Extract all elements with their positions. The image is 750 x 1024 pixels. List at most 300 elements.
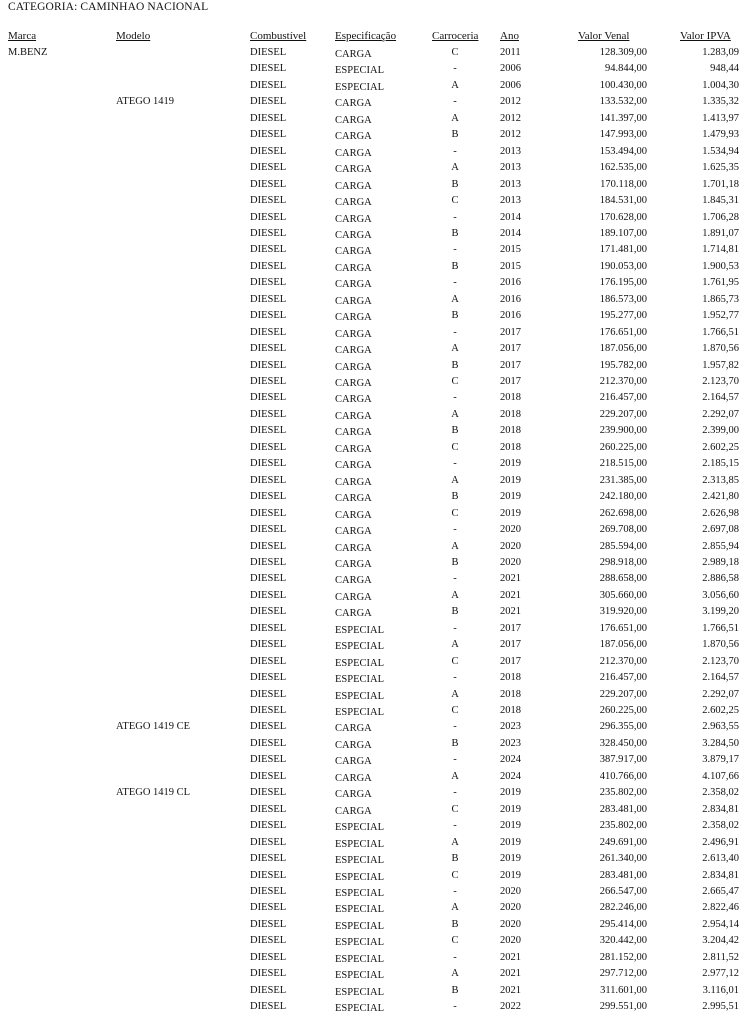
cell-combustivel: DIESEL <box>250 260 287 272</box>
cell-especificacao: CARGA <box>335 443 372 455</box>
table-row <box>0 933 750 950</box>
cell-especificacao: CARGA <box>335 49 372 60</box>
cell-carroceria: B <box>451 918 459 930</box>
table-row <box>0 752 750 769</box>
cell-especificacao: ESPECIAL <box>335 707 385 718</box>
table-row <box>0 440 750 457</box>
table-row <box>0 423 750 440</box>
cell-carroceria: A <box>451 162 459 174</box>
cell-valor-ipva: 3.204,42 <box>702 935 739 947</box>
header-especificacao: Especificação <box>335 30 397 42</box>
cell-carroceria: A <box>451 589 459 601</box>
table-row <box>0 407 750 424</box>
cell-carroceria: - <box>453 63 457 75</box>
cell-ano: 2012 <box>500 129 521 141</box>
cell-valor-ipva: 2.613,40 <box>702 853 739 865</box>
cell-valor-venal: 288.658,00 <box>599 573 647 585</box>
cell-carroceria: - <box>453 392 457 404</box>
cell-combustivel: DIESEL <box>250 441 287 453</box>
cell-combustivel: DIESEL <box>250 737 287 749</box>
cell-valor-venal: 176.195,00 <box>599 277 647 289</box>
table-row <box>0 473 750 490</box>
cell-especificacao: CARGA <box>335 542 372 554</box>
cell-combustivel: DIESEL <box>250 787 287 799</box>
cell-valor-ipva: 3.056,60 <box>702 589 739 601</box>
cell-especificacao: CARGA <box>335 493 372 505</box>
cell-valor-ipva: 1.865,73 <box>702 293 739 305</box>
cell-ano: 2006 <box>500 79 521 91</box>
cell-carroceria: C <box>451 705 459 716</box>
table-row <box>0 917 750 934</box>
cell-valor-ipva: 1.766,51 <box>702 622 739 634</box>
cell-ano: 2014 <box>500 211 521 223</box>
cell-carroceria: C <box>451 441 459 453</box>
cell-marca: M.BENZ <box>8 47 48 58</box>
table-row <box>0 999 750 1016</box>
table-row <box>0 604 750 621</box>
cell-especificacao: ESPECIAL <box>335 1003 385 1015</box>
cell-valor-ipva: 3.284,50 <box>702 737 739 749</box>
cell-valor-ipva: 2.164,57 <box>702 672 739 684</box>
table-row <box>0 868 750 885</box>
cell-ano: 2017 <box>500 622 521 634</box>
cell-valor-ipva: 1.761,95 <box>702 277 739 289</box>
table-row <box>0 687 750 704</box>
cell-especificacao: CARGA <box>335 262 372 274</box>
cell-carroceria: A <box>451 293 459 305</box>
cell-valor-ipva: 2.963,55 <box>702 721 739 733</box>
cell-valor-ipva: 2.496,91 <box>702 836 739 848</box>
cell-carroceria: A <box>451 688 459 700</box>
cell-valor-venal: 262.698,00 <box>599 507 647 519</box>
cell-combustivel: DIESEL <box>250 556 287 568</box>
table-row <box>0 111 750 128</box>
table-row <box>0 390 750 407</box>
cell-valor-venal: 176.651,00 <box>599 622 647 634</box>
cell-valor-venal: 299.551,00 <box>599 1001 647 1013</box>
cell-carroceria: - <box>453 524 457 536</box>
cell-carroceria: - <box>453 951 457 963</box>
table-row <box>0 144 750 161</box>
cell-ano: 2018 <box>500 705 521 716</box>
cell-valor-venal: 295.414,00 <box>599 918 647 930</box>
cell-carroceria: - <box>453 458 457 470</box>
cell-valor-ipva: 2.665,47 <box>702 885 739 897</box>
cell-valor-venal: 285.594,00 <box>599 540 647 552</box>
cell-valor-venal: 239.900,00 <box>599 425 647 437</box>
cell-valor-venal: 242.180,00 <box>599 491 647 503</box>
table-row <box>0 292 750 309</box>
cell-valor-venal: 283.481,00 <box>599 803 647 815</box>
cell-combustivel: DIESEL <box>250 573 287 585</box>
cell-especificacao: CARGA <box>335 772 372 784</box>
cell-combustivel: DIESEL <box>250 524 287 536</box>
cell-valor-venal: 153.494,00 <box>599 145 647 157</box>
cell-valor-venal: 328.450,00 <box>599 737 647 749</box>
cell-especificacao: CARGA <box>335 345 372 357</box>
cell-valor-ipva: 1.004,30 <box>702 79 739 91</box>
cell-ano: 2019 <box>500 820 521 832</box>
cell-carroceria: A <box>451 639 459 651</box>
cell-especificacao: ESPECIAL <box>335 871 385 883</box>
cell-valor-ipva: 1.870,56 <box>702 343 739 355</box>
cell-valor-ipva: 2.855,94 <box>702 540 739 552</box>
table-row <box>0 736 750 753</box>
cell-combustivel: DIESEL <box>250 655 287 667</box>
cell-carroceria: A <box>451 968 459 980</box>
cell-ano: 2020 <box>500 885 521 897</box>
table-row <box>0 851 750 868</box>
table-row <box>0 654 750 671</box>
cell-ano: 2013 <box>500 162 521 174</box>
cell-combustivel: DIESEL <box>250 178 287 190</box>
cell-ano: 2006 <box>500 63 521 75</box>
cell-ano: 2021 <box>500 984 521 996</box>
cell-ano: 2013 <box>500 145 521 157</box>
cell-valor-ipva: 2.834,81 <box>702 803 739 815</box>
cell-carroceria: - <box>453 721 457 733</box>
cell-ano: 2021 <box>500 968 521 980</box>
cell-combustivel: DIESEL <box>250 392 287 404</box>
cell-carroceria: B <box>451 737 459 749</box>
table-row <box>0 571 750 588</box>
cell-carroceria: A <box>451 474 459 486</box>
cell-combustivel: DIESEL <box>250 672 287 684</box>
table-row <box>0 818 750 835</box>
cell-valor-ipva: 2.358,02 <box>702 820 739 832</box>
cell-combustivel: DIESEL <box>250 770 287 782</box>
category-title: CATEGORIA: CAMINHAO NACIONAL <box>8 1 209 13</box>
cell-valor-ipva: 1.714,81 <box>702 244 739 256</box>
cell-especificacao: CARGA <box>335 608 372 620</box>
cell-combustivel: DIESEL <box>250 803 287 815</box>
cell-valor-ipva: 1.952,77 <box>702 310 739 322</box>
cell-carroceria: C <box>451 803 459 815</box>
cell-especificacao: CARGA <box>335 723 372 735</box>
cell-valor-venal: 170.118,00 <box>600 178 647 190</box>
cell-valor-venal: 162.535,00 <box>599 162 647 174</box>
cell-valor-venal: 296.355,00 <box>599 721 647 733</box>
cell-combustivel: DIESEL <box>250 885 287 897</box>
cell-ano: 2013 <box>500 195 521 207</box>
cell-especificacao: CARGA <box>335 789 372 801</box>
table-row <box>0 374 750 391</box>
cell-valor-ipva: 2.822,46 <box>702 902 739 914</box>
cell-ano: 2013 <box>500 178 521 190</box>
cell-combustivel: DIESEL <box>250 688 287 700</box>
cell-especificacao: CARGA <box>335 591 372 603</box>
cell-combustivel: DIESEL <box>250 359 287 371</box>
cell-especificacao: ESPECIAL <box>335 904 385 916</box>
table-row <box>0 621 750 638</box>
cell-valor-venal: 128.309,00 <box>599 47 647 58</box>
cell-carroceria: - <box>453 787 457 799</box>
cell-carroceria: C <box>451 376 459 387</box>
cell-especificacao: CARGA <box>335 312 372 324</box>
cell-ano: 2024 <box>500 770 521 782</box>
cell-combustivel: DIESEL <box>250 639 287 651</box>
cell-ano: 2012 <box>500 96 521 108</box>
cell-valor-venal: 195.277,00 <box>599 310 647 322</box>
cell-ano: 2019 <box>500 474 521 486</box>
cell-combustivel: DIESEL <box>250 376 287 387</box>
cell-ano: 2020 <box>500 524 521 536</box>
cell-ano: 2022 <box>500 1001 521 1013</box>
cell-valor-venal: 141.397,00 <box>599 112 647 124</box>
cell-valor-ipva: 1.625,35 <box>702 162 739 174</box>
cell-combustivel: DIESEL <box>250 507 287 519</box>
cell-carroceria: B <box>451 359 459 371</box>
cell-ano: 2023 <box>500 737 521 749</box>
cell-combustivel: DIESEL <box>250 326 287 338</box>
cell-valor-ipva: 2.602,25 <box>702 705 739 716</box>
cell-ano: 2019 <box>500 507 521 519</box>
cell-especificacao: ESPECIAL <box>335 822 385 834</box>
cell-carroceria: C <box>451 935 459 947</box>
cell-especificacao: CARGA <box>335 131 372 143</box>
cell-valor-ipva: 4.107,66 <box>702 770 739 782</box>
cell-especificacao: ESPECIAL <box>335 937 385 949</box>
cell-valor-ipva: 1.891,07 <box>702 227 739 239</box>
cell-ano: 2020 <box>500 556 521 568</box>
cell-carroceria: B <box>451 853 459 865</box>
cell-carroceria: A <box>451 408 459 420</box>
cell-ano: 2017 <box>500 343 521 355</box>
cell-ano: 2018 <box>500 688 521 700</box>
cell-carroceria: A <box>451 902 459 914</box>
cell-combustivel: DIESEL <box>250 820 287 832</box>
cell-especificacao: CARGA <box>335 114 372 126</box>
cell-valor-ipva: 2.811,52 <box>702 951 739 963</box>
cell-carroceria: - <box>453 885 457 897</box>
cell-valor-ipva: 2.358,02 <box>702 787 739 799</box>
cell-combustivel: DIESEL <box>250 589 287 601</box>
cell-valor-venal: 235.802,00 <box>599 787 647 799</box>
table-row <box>0 835 750 852</box>
cell-valor-ipva: 1.900,53 <box>702 260 739 272</box>
cell-ano: 2019 <box>500 869 521 881</box>
cell-valor-venal: 260.225,00 <box>599 441 647 453</box>
cell-ano: 2017 <box>500 359 521 371</box>
cell-especificacao: ESPECIAL <box>335 674 385 686</box>
cell-especificacao: ESPECIAL <box>335 855 385 867</box>
cell-especificacao: ESPECIAL <box>335 953 385 965</box>
cell-especificacao: CARGA <box>335 295 372 307</box>
header-valor-ipva: Valor IPVA <box>680 30 731 42</box>
cell-carroceria: A <box>451 540 459 552</box>
cell-carroceria: - <box>453 277 457 289</box>
cell-valor-venal: 297.712,00 <box>599 968 647 980</box>
cell-valor-venal: 305.660,00 <box>599 589 647 601</box>
cell-ano: 2021 <box>500 951 521 963</box>
table-row <box>0 719 750 736</box>
cell-combustivel: DIESEL <box>250 622 287 634</box>
cell-valor-ipva: 1.413,97 <box>702 112 739 124</box>
cell-valor-venal: 212.370,00 <box>599 376 647 387</box>
cell-combustivel: DIESEL <box>250 227 287 239</box>
cell-especificacao: CARGA <box>335 246 372 258</box>
cell-valor-venal: 229.207,00 <box>599 408 647 420</box>
table-header <box>0 28 750 45</box>
cell-combustivel: DIESEL <box>250 951 287 963</box>
cell-combustivel: DIESEL <box>250 244 287 256</box>
cell-especificacao: CARGA <box>335 394 372 406</box>
cell-especificacao: ESPECIAL <box>335 657 385 669</box>
cell-especificacao: CARGA <box>335 410 372 422</box>
cell-valor-venal: 260.225,00 <box>599 705 647 716</box>
cell-carroceria: B <box>451 425 459 437</box>
cell-carroceria: - <box>453 211 457 223</box>
cell-valor-venal: 231.385,00 <box>599 474 647 486</box>
cell-valor-ipva: 2.292,07 <box>702 408 739 420</box>
cell-ano: 2017 <box>500 639 521 651</box>
cell-ano: 2020 <box>500 902 521 914</box>
table-row <box>0 555 750 572</box>
cell-carroceria: - <box>453 573 457 585</box>
cell-carroceria: A <box>451 836 459 848</box>
cell-combustivel: DIESEL <box>250 79 287 91</box>
table-row <box>0 275 750 292</box>
cell-valor-venal: 387.917,00 <box>599 754 647 766</box>
table-row <box>0 884 750 901</box>
table-row <box>0 193 750 210</box>
cell-especificacao: ESPECIAL <box>335 986 385 998</box>
cell-valor-venal: 147.993,00 <box>599 129 647 141</box>
table-row <box>0 160 750 177</box>
cell-ano: 2020 <box>500 918 521 930</box>
table-row <box>0 177 750 194</box>
cell-valor-ipva: 2.626,98 <box>702 507 739 519</box>
cell-valor-ipva: 2.954,14 <box>702 918 739 930</box>
cell-valor-venal: 319.920,00 <box>599 606 647 618</box>
table-row <box>0 637 750 654</box>
cell-ano: 2017 <box>500 376 521 387</box>
cell-valor-venal: 249.691,00 <box>599 836 647 848</box>
cell-ano: 2020 <box>500 935 521 947</box>
cell-combustivel: DIESEL <box>250 902 287 914</box>
cell-valor-ipva: 2.421,80 <box>702 491 739 503</box>
cell-especificacao: CARGA <box>335 164 372 176</box>
cell-valor-ipva: 2.977,12 <box>702 968 739 980</box>
header-valor-venal: Valor Venal <box>578 30 630 42</box>
header-marca: Marca <box>8 30 37 42</box>
cell-valor-ipva: 2.313,85 <box>702 474 739 486</box>
cell-carroceria: B <box>451 178 459 190</box>
cell-especificacao: ESPECIAL <box>335 920 385 932</box>
cell-ano: 2018 <box>500 441 521 453</box>
cell-carroceria: B <box>451 227 459 239</box>
cell-modelo: ATEGO 1419 <box>116 96 175 108</box>
cell-carroceria: A <box>451 770 459 782</box>
cell-valor-venal: 187.056,00 <box>599 343 647 355</box>
cell-combustivel: DIESEL <box>250 129 287 141</box>
cell-especificacao: ESPECIAL <box>335 81 385 93</box>
cell-combustivel: DIESEL <box>250 606 287 618</box>
cell-especificacao: CARGA <box>335 361 372 373</box>
table-row <box>0 61 750 78</box>
cell-combustivel: DIESEL <box>250 474 287 486</box>
cell-especificacao: ESPECIAL <box>335 690 385 702</box>
cell-combustivel: DIESEL <box>250 968 287 980</box>
table-row <box>0 785 750 802</box>
cell-ano: 2015 <box>500 244 521 256</box>
table-row <box>0 703 750 720</box>
cell-especificacao: ESPECIAL <box>335 970 385 982</box>
cell-especificacao: ESPECIAL <box>335 65 385 77</box>
cell-carroceria: - <box>453 1001 457 1013</box>
cell-combustivel: DIESEL <box>250 195 287 207</box>
cell-valor-venal: 133.532,00 <box>599 96 647 108</box>
cell-combustivel: DIESEL <box>250 425 287 437</box>
cell-valor-venal: 176.651,00 <box>599 326 647 338</box>
table-row <box>0 242 750 259</box>
table-row <box>0 325 750 342</box>
cell-valor-venal: 266.547,00 <box>599 885 647 897</box>
cell-especificacao: CARGA <box>335 460 372 472</box>
table-row <box>0 308 750 325</box>
cell-especificacao: CARGA <box>335 756 372 768</box>
cell-valor-ipva: 2.697,08 <box>702 524 739 536</box>
cell-ano: 2020 <box>500 540 521 552</box>
cell-carroceria: - <box>453 622 457 634</box>
table-row <box>0 127 750 144</box>
cell-valor-venal: 187.056,00 <box>599 639 647 651</box>
cell-combustivel: DIESEL <box>250 277 287 289</box>
cell-especificacao: CARGA <box>335 509 372 521</box>
cell-carroceria: B <box>451 984 459 996</box>
table-row <box>0 456 750 473</box>
table-row <box>0 983 750 1000</box>
cell-valor-venal: 282.246,00 <box>599 902 647 914</box>
cell-carroceria: C <box>451 655 459 667</box>
cell-valor-ipva: 2.602,25 <box>702 441 739 453</box>
cell-especificacao: ESPECIAL <box>335 887 385 899</box>
cell-valor-ipva: 2.886,58 <box>702 573 739 585</box>
table-row <box>0 539 750 556</box>
cell-valor-ipva: 1.957,82 <box>702 359 739 371</box>
cell-carroceria: C <box>451 47 459 58</box>
cell-carroceria: A <box>451 79 459 91</box>
header-ano: Ano <box>500 30 519 42</box>
cell-combustivel: DIESEL <box>250 1001 287 1013</box>
cell-combustivel: DIESEL <box>250 63 287 75</box>
header-modelo: Modelo <box>116 30 151 42</box>
table-row <box>0 900 750 917</box>
cell-carroceria: C <box>451 507 459 519</box>
cell-modelo: ATEGO 1419 CE <box>116 721 191 733</box>
cell-combustivel: DIESEL <box>250 408 287 420</box>
cell-ano: 2017 <box>500 655 521 667</box>
cell-carroceria: - <box>453 96 457 108</box>
cell-combustivel: DIESEL <box>250 458 287 470</box>
cell-carroceria: A <box>451 343 459 355</box>
cell-valor-venal: 170.628,00 <box>599 211 647 223</box>
cell-especificacao: CARGA <box>335 279 372 291</box>
cell-especificacao: CARGA <box>335 328 372 340</box>
cell-valor-venal: 216.457,00 <box>599 672 647 684</box>
cell-valor-ipva: 2.989,18 <box>702 556 739 568</box>
cell-especificacao: CARGA <box>335 98 372 110</box>
table-row <box>0 802 750 819</box>
cell-valor-ipva: 948,44 <box>710 63 739 75</box>
cell-ano: 2014 <box>500 227 521 239</box>
cell-combustivel: DIESEL <box>250 935 287 947</box>
cell-especificacao: CARGA <box>335 147 372 159</box>
cell-valor-ipva: 1.845,31 <box>702 195 739 207</box>
cell-ano: 2019 <box>500 853 521 865</box>
cell-combustivel: DIESEL <box>250 754 287 766</box>
cell-valor-ipva: 1.870,56 <box>702 639 739 651</box>
